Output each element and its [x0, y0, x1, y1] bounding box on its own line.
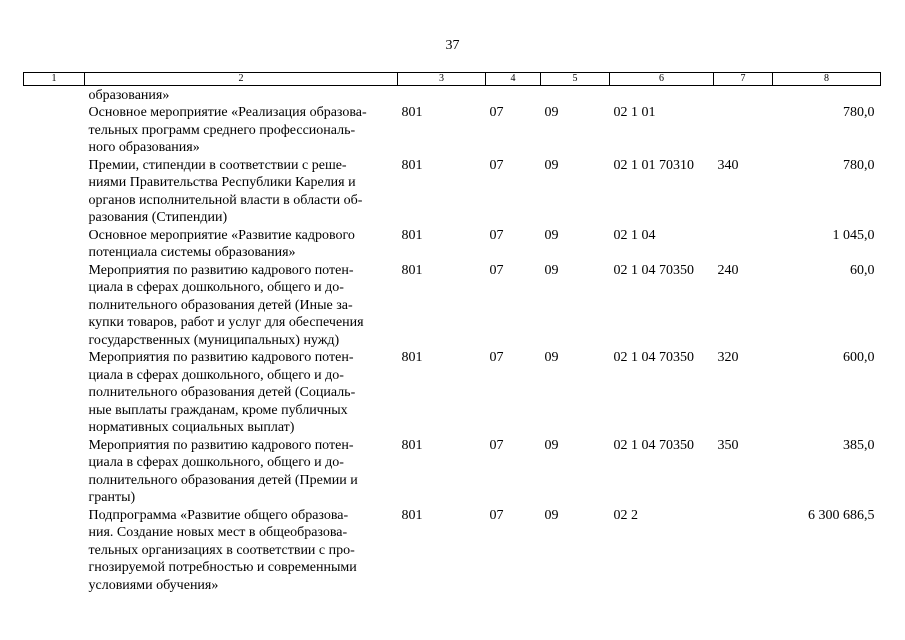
- item-name-line: Мероприятия по развитию кадрового потен-: [88, 262, 354, 278]
- amount: 385,0: [843, 437, 875, 453]
- expense-type-code: [714, 227, 773, 262]
- cell-empty: [24, 507, 85, 595]
- column-header-1: 1: [24, 73, 85, 86]
- subsection-code: 09: [544, 157, 559, 173]
- amount: 780,0: [843, 157, 875, 173]
- section-code: 07: [489, 437, 504, 453]
- item-name-line: ные выплаты гражданам, кроме публичных: [88, 402, 348, 418]
- continued-text: образования»: [88, 88, 170, 103]
- expense-type-code: [714, 507, 773, 595]
- item-name-line: Мероприятия по развитию кадрового потен-: [88, 437, 354, 453]
- table-header: [24, 73, 881, 86]
- amount: 60,0: [850, 262, 875, 278]
- amount: 6 300 686,5: [808, 507, 875, 523]
- item-name-line: органов исполнительной власти в области об-: [88, 192, 363, 208]
- column-header-2: 2: [85, 73, 398, 86]
- item-name-line: ного образования»: [88, 140, 200, 155]
- target-article-code: 02 1 01: [613, 105, 656, 120]
- subsection-code: 09: [544, 105, 559, 120]
- subsection-code: 09: [544, 262, 559, 278]
- item-name-line: полнительного образования детей (Социаль-: [88, 385, 356, 400]
- item-name-line: гранты): [88, 490, 136, 505]
- item-name-line: тельных организациях в соответствии с про-: [88, 542, 355, 558]
- ministry-code: 801: [401, 350, 423, 365]
- item-name-line: гнозируемой потребностью и современными: [88, 560, 357, 575]
- item-name-line: разования (Стипендии): [88, 210, 228, 225]
- item-name-line: Основное мероприятие «Реализация образова-: [88, 105, 367, 120]
- ministry-code: 801: [401, 507, 423, 523]
- amount: 1 045,0: [832, 227, 875, 243]
- amount: 600,0: [843, 350, 875, 365]
- budget-table: [23, 72, 881, 594]
- item-name-line: условиями обучения»: [88, 577, 219, 593]
- target-article-code: 02 1 01 70310: [613, 157, 694, 173]
- cell-empty: [24, 437, 85, 507]
- item-name-line: нормативных социальных выплат): [88, 420, 295, 435]
- item-name-line: ния. Создание новых мест в общеобразова-: [88, 525, 348, 540]
- table-row: [24, 104, 881, 157]
- target-article-code: 02 1 04 70350: [613, 262, 694, 278]
- item-name: [85, 157, 398, 227]
- expense-type-code: 320: [717, 350, 739, 365]
- subsection-code: 09: [544, 350, 559, 365]
- subsection-code: 09: [544, 227, 559, 243]
- section-code: 07: [489, 105, 504, 120]
- table-row: [24, 349, 881, 437]
- cell-empty: [24, 349, 85, 437]
- subsection-code: 09: [544, 507, 559, 523]
- item-name-line: Мероприятия по развитию кадрового потен-: [88, 350, 354, 365]
- item-name: [85, 437, 398, 507]
- ministry-code: 801: [401, 227, 423, 243]
- item-name-line: циала в сферах дошкольного, общего и до-: [88, 367, 344, 383]
- target-article-code: 02 1 04 70350: [613, 350, 694, 365]
- item-name-line: Премии, стипендии в соответствии с реше-: [88, 157, 347, 173]
- section-code: 07: [489, 157, 504, 173]
- item-name: [85, 349, 398, 437]
- item-name-line: циала в сферах дошкольного, общего и до-: [88, 455, 344, 470]
- target-article-code: 02 1 04 70350: [613, 437, 694, 453]
- target-article-code: 02 1 04: [613, 227, 656, 243]
- table-row: [24, 437, 881, 507]
- cell-empty: [24, 104, 85, 157]
- column-header-5: 5: [541, 73, 610, 86]
- ministry-code: 801: [401, 262, 423, 278]
- amount: 780,0: [843, 105, 875, 120]
- section-code: 07: [489, 507, 504, 523]
- item-name-line: купки товаров, работ и услуг для обеспечения: [88, 315, 364, 330]
- subsection-code: 09: [544, 437, 559, 453]
- cell-empty: [24, 227, 85, 262]
- ministry-code: 801: [401, 157, 423, 173]
- expense-type-code: [714, 104, 773, 157]
- table-row: [24, 157, 881, 227]
- expense-type-code: 240: [717, 262, 739, 278]
- item-name: [85, 104, 398, 157]
- table-row: [24, 507, 881, 595]
- item-name-line: полнительного образования детей (Иные за-: [88, 297, 353, 313]
- item-name-line: тельных программ среднего профессиональ-: [88, 122, 356, 138]
- section-code: 07: [489, 262, 504, 278]
- item-name-line: ниями Правительства Республики Карелия и: [88, 175, 356, 190]
- ministry-code: 801: [401, 437, 423, 453]
- table-row: [24, 227, 881, 262]
- column-header-7: 7: [714, 73, 773, 86]
- table-row-continued: [24, 86, 881, 105]
- page-number: 37: [445, 38, 460, 53]
- item-name-line: государственных (муниципальных) нужд): [88, 332, 340, 348]
- column-header-4: 4: [486, 73, 541, 86]
- item-name-line: циала в сферах дошкольного, общего и до-: [88, 280, 344, 295]
- target-article-code: 02 2: [613, 507, 638, 523]
- cell-empty: [24, 157, 85, 227]
- item-name-line: Основное мероприятие «Развитие кадрового: [88, 227, 355, 243]
- item-name-line: полнительного образования детей (Премии и: [88, 472, 358, 488]
- column-header-3: 3: [398, 73, 486, 86]
- item-name: [85, 227, 398, 262]
- item-name-line: потенциала системы образования»: [88, 245, 296, 260]
- expense-type-code: 340: [717, 157, 739, 173]
- section-code: 07: [489, 350, 504, 365]
- table-row: [24, 262, 881, 350]
- expense-type-code: 350: [717, 437, 739, 453]
- section-code: 07: [489, 227, 504, 243]
- cell-empty: [24, 262, 85, 350]
- item-name-line: Подпрограмма «Развитие общего образова-: [88, 507, 349, 523]
- item-name: [85, 507, 398, 595]
- item-name: [85, 262, 398, 350]
- column-header-8: 8: [773, 73, 881, 86]
- table-body: [24, 86, 881, 595]
- ministry-code: 801: [401, 105, 423, 120]
- column-header-6: 6: [610, 73, 714, 86]
